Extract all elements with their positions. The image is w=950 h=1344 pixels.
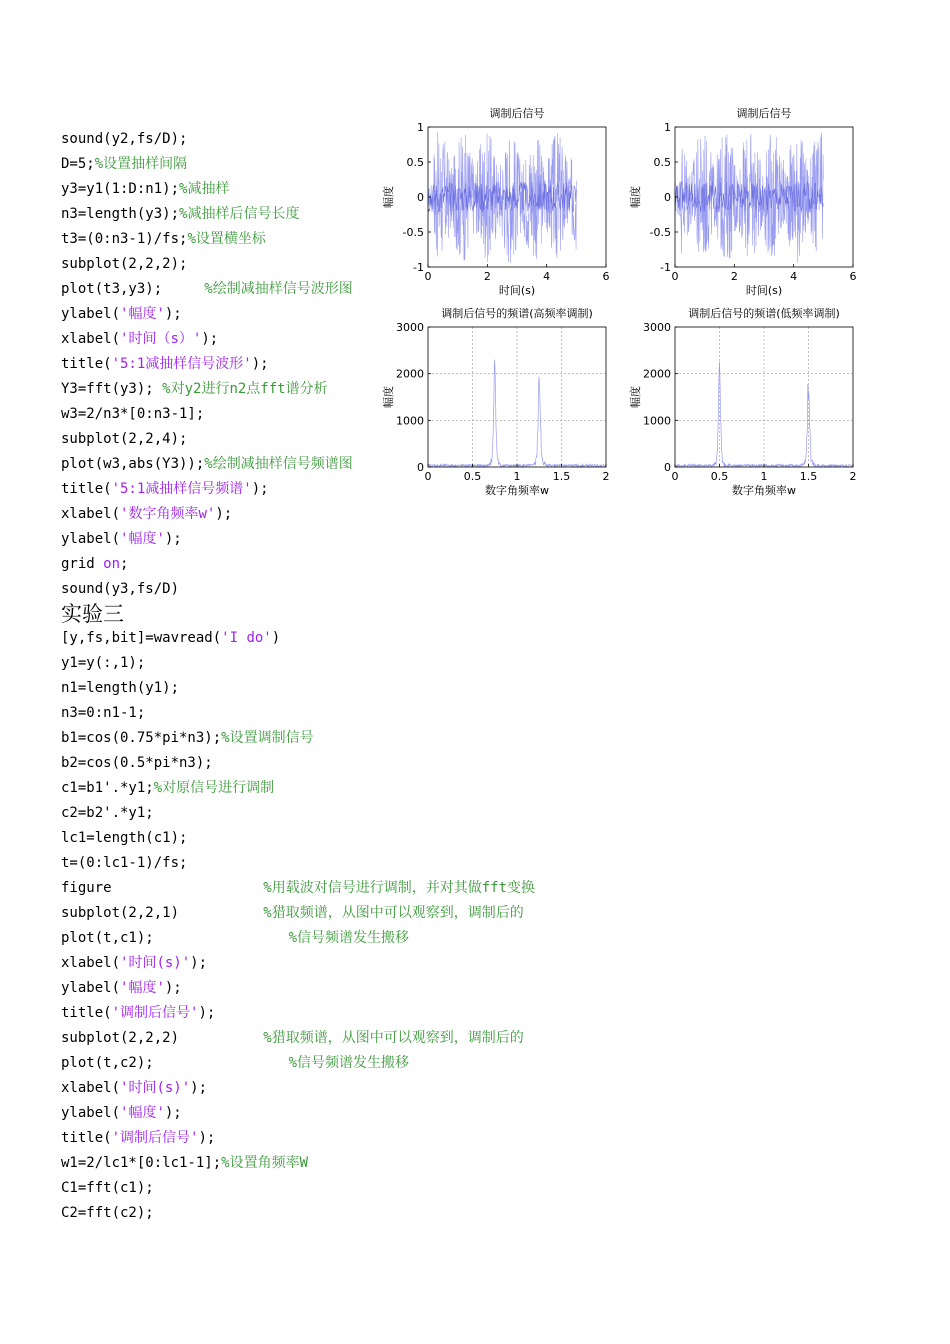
code-line <box>61 676 661 701</box>
code-comment: %绘制减抽样信号波形图 <box>204 281 353 297</box>
code-text: ); <box>190 955 208 971</box>
code-line <box>61 826 661 851</box>
x-tick-label: 2 <box>849 470 857 483</box>
x-tick-label: 6 <box>849 270 857 283</box>
code-keyword: on <box>103 556 121 572</box>
y-tick-label: 0 <box>664 191 671 204</box>
subplot-2 <box>628 106 857 297</box>
x-tick-label: 0 <box>671 270 679 283</box>
code-line <box>61 1201 661 1226</box>
code-text: c1=b1'.*y1; <box>61 780 154 796</box>
code-text: ); <box>251 481 269 497</box>
code-text: b1=cos(0.75*pi*n3); <box>61 730 222 746</box>
code-text: ); <box>215 506 233 522</box>
code-line <box>61 1151 661 1176</box>
code-text: title( <box>61 481 112 497</box>
code-text: ); <box>198 1005 216 1021</box>
code-text: b2=cos(0.5*pi*n3); <box>61 755 213 771</box>
code-comment: %设置角频率W <box>221 1155 309 1171</box>
x-tick-label: 2 <box>483 270 491 283</box>
y-axis-label: 幅度 <box>382 386 395 408</box>
code-line <box>61 577 661 602</box>
code-string: '5:1减抽样信号波形' <box>111 356 252 372</box>
code-text: ylabel( <box>61 980 121 996</box>
x-tick-label: 0 <box>671 470 679 483</box>
code-comment: %设置调制信号 <box>221 730 314 746</box>
code-text: plot(t,c2); <box>61 1055 289 1071</box>
y-tick-label: -0.5 <box>402 226 424 239</box>
chart-title: 调制后信号的频谱(低频率调制) <box>688 307 840 320</box>
code-text: 实验三 <box>61 602 124 626</box>
code-string: '调制后信号' <box>111 1130 199 1146</box>
code-text: n3=length(y3); <box>61 206 180 222</box>
code-text: C2=fft(c2); <box>61 1205 154 1221</box>
x-tick-label: 1.5 <box>552 470 571 483</box>
code-string: '数字角频率w' <box>120 506 216 522</box>
y-tick-label: 0.5 <box>406 156 424 169</box>
code-line <box>61 701 661 726</box>
code-text: n3=0:n1-1; <box>61 705 146 721</box>
x-tick-label: 0 <box>424 470 432 483</box>
code-line <box>61 876 661 901</box>
code-line <box>61 1051 661 1076</box>
code-comment: %信号频谱发生搬移 <box>288 930 410 946</box>
x-tick-label: 1 <box>760 470 768 483</box>
section-heading <box>61 602 661 626</box>
x-axis-label: 数字角频率w <box>485 484 549 497</box>
code-string: 'I do' <box>221 630 272 646</box>
code-line <box>61 651 661 676</box>
code-line <box>61 552 661 577</box>
code-text: ); <box>198 1130 216 1146</box>
y-tick-label: 2000 <box>396 367 424 381</box>
code-text: xlabel( <box>61 1080 121 1096</box>
y-tick-label: -1 <box>660 261 671 274</box>
code-text: Y3=fft(y3); <box>61 381 163 397</box>
code-text: D=5; <box>61 156 95 172</box>
code-text: plot(w3,abs(Y3)); <box>61 456 205 472</box>
code-text: grid <box>61 556 104 572</box>
code-text: ylabel( <box>61 531 121 547</box>
y-tick-label: 0 <box>417 191 424 204</box>
x-tick-label: 4 <box>543 270 551 283</box>
code-text: t=(0:lc1-1)/fs; <box>61 855 188 871</box>
code-text: xlabel( <box>61 955 121 971</box>
code-line <box>61 976 661 1001</box>
y-tick-label: 3000 <box>396 321 424 334</box>
code-text: ylabel( <box>61 306 121 322</box>
code-text: C1=fft(c1); <box>61 1180 154 1196</box>
code-string: '时间(s)' <box>120 955 191 971</box>
code-comment: %猎取频谱，从图中可以观察到，调制后的 <box>263 1030 524 1046</box>
code-line <box>61 851 661 876</box>
code-line <box>61 751 661 776</box>
code-string: '幅度' <box>120 980 165 996</box>
code-comment: %对原信号进行调制 <box>153 780 275 796</box>
x-tick-label: 0.5 <box>463 470 482 483</box>
chart-title: 调制后信号 <box>489 107 545 120</box>
code-line <box>61 626 661 651</box>
x-tick-label: 6 <box>602 270 610 283</box>
y-axis-label: 幅度 <box>382 186 395 208</box>
y-axis-label: 幅度 <box>629 386 642 408</box>
code-text: ); <box>164 306 182 322</box>
y-tick-label: 0 <box>664 461 671 474</box>
chart-title: 调制后信号 <box>736 107 792 120</box>
code-text: figure <box>61 880 264 896</box>
figure-panel <box>360 95 880 515</box>
y-tick-label: 1000 <box>396 414 424 428</box>
code-line <box>61 726 661 751</box>
code-text: subplot(2,2,2); <box>61 256 188 272</box>
code-text: ; <box>120 556 129 572</box>
code-line <box>61 926 661 951</box>
code-text: subplot(2,2,1) <box>61 905 264 921</box>
code-text: ); <box>251 356 269 372</box>
code-text: w1=2/lc1*[0:lc1-1]; <box>61 1155 222 1171</box>
code-text: n1=length(y1); <box>61 680 180 696</box>
y-tick-label: 0 <box>417 461 424 474</box>
x-axis-label: 时间(s) <box>745 284 783 297</box>
code-text: [y,fs,bit]=wavread( <box>61 630 222 646</box>
code-text: xlabel( <box>61 506 121 522</box>
code-text: ylabel( <box>61 1105 121 1121</box>
code-string: '5:1减抽样信号频谱' <box>111 481 252 497</box>
code-text: lc1=length(c1); <box>61 830 188 846</box>
y-tick-label: 2000 <box>643 367 671 381</box>
x-axis-label: 时间(s) <box>498 284 536 297</box>
code-comment: %绘制减抽样信号频谱图 <box>204 456 353 472</box>
x-tick-label: 2 <box>602 470 610 483</box>
code-text: subplot(2,2,4); <box>61 431 188 447</box>
x-tick-label: 1 <box>513 470 521 483</box>
code-text: subplot(2,2,2) <box>61 1030 264 1046</box>
code-line <box>61 1101 661 1126</box>
code-line <box>61 951 661 976</box>
code-text: ); <box>190 1080 208 1096</box>
code-line <box>61 1026 661 1051</box>
code-line <box>61 1126 661 1151</box>
x-tick-label: 0.5 <box>710 470 729 483</box>
code-line <box>61 801 661 826</box>
code-comment: %设置横坐标 <box>187 231 266 247</box>
y-tick-label: -0.5 <box>649 226 671 239</box>
y-tick-label: -1 <box>413 261 424 274</box>
code-text: ) <box>271 630 281 646</box>
code-text: t3=(0:n3-1)/fs; <box>61 231 188 247</box>
code-line <box>61 1176 661 1201</box>
code-line <box>61 527 661 552</box>
x-tick-label: 1.5 <box>799 470 818 483</box>
code-comment: %猎取频谱，从图中可以观察到，调制后的 <box>263 905 524 921</box>
code-text: w3=2/n3*[0:n3-1]; <box>61 406 205 422</box>
code-comment: %用载波对信号进行调制，并对其做fft变换 <box>263 880 536 896</box>
code-text: ); <box>164 531 182 547</box>
code-comment: %减抽样后信号长度 <box>179 206 300 222</box>
code-comment: %减抽样 <box>179 181 230 197</box>
code-line <box>61 901 661 926</box>
subplot-3 <box>381 306 610 497</box>
code-text: ); <box>164 980 182 996</box>
code-string: '幅度' <box>120 1105 165 1121</box>
y-axis-label: 幅度 <box>629 186 642 208</box>
code-comment: %设置抽样间隔 <box>94 156 188 172</box>
code-comment: %对y2进行n2点fft谱分析 <box>162 381 328 397</box>
subplot-figure <box>360 95 880 515</box>
x-tick-label: 2 <box>730 270 738 283</box>
x-tick-label: 0 <box>424 270 432 283</box>
code-text: plot(t,c1); <box>61 930 289 946</box>
y-tick-label: 1000 <box>643 414 671 428</box>
code-string: '时间(s)' <box>120 1080 191 1096</box>
code-text: plot(t3,y3); <box>61 281 205 297</box>
code-text: ); <box>164 1105 182 1121</box>
code-comment: %信号频谱发生搬移 <box>288 1055 410 1071</box>
x-tick-label: 4 <box>790 270 798 283</box>
code-line <box>61 776 661 801</box>
code-string: '幅度' <box>120 531 165 547</box>
y-tick-label: 1 <box>417 121 424 134</box>
code-text: ); <box>201 331 219 347</box>
code-string: '时间（s）' <box>120 331 202 347</box>
subplot-1 <box>381 106 610 297</box>
code-text: title( <box>61 1005 112 1021</box>
code-line <box>61 1076 661 1101</box>
code-string: '幅度' <box>120 306 165 322</box>
code-text: sound(y3,fs/D) <box>61 581 180 597</box>
code-text: xlabel( <box>61 331 121 347</box>
chart-title: 调制后信号的频谱(高频率调制) <box>441 307 593 320</box>
code-line <box>61 1001 661 1026</box>
code-text: title( <box>61 1130 112 1146</box>
subplot-4 <box>628 306 857 497</box>
signal-core-trace <box>675 182 823 212</box>
code-text: title( <box>61 356 112 372</box>
code-text: y1=y(:,1); <box>61 655 146 671</box>
code-string: '调制后信号' <box>111 1005 199 1021</box>
code-text: y3=y1(1:D:n1); <box>61 181 180 197</box>
code-text: sound(y2,fs/D); <box>61 131 188 147</box>
code-text: c2=b2'.*y1; <box>61 805 154 821</box>
y-tick-label: 0.5 <box>653 156 671 169</box>
y-tick-label: 3000 <box>643 321 671 334</box>
x-axis-label: 数字角频率w <box>732 484 796 497</box>
y-tick-label: 1 <box>664 121 671 134</box>
